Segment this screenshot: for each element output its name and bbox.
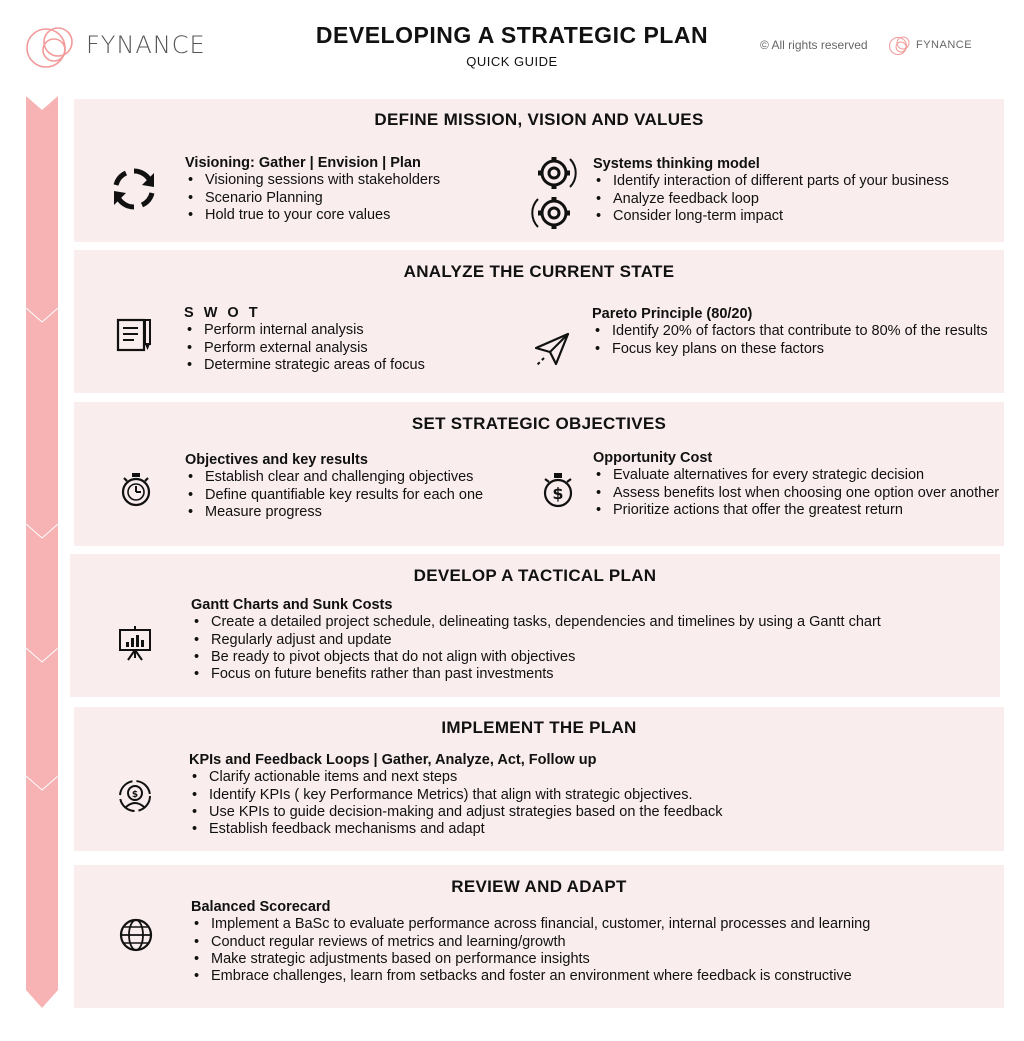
column-heading: Systems thinking model <box>593 156 760 172</box>
section-current-state <box>74 250 1004 393</box>
list-item: • Use KPIs to guide decision-making and adjust strategies based on the feedback <box>189 804 989 821</box>
list-item: • Implement a BaSc to evaluate performance across financial, customer, internal processes and learning <box>191 916 991 933</box>
left-column <box>189 752 989 838</box>
section-implement <box>74 707 1004 851</box>
list-item: • Scenario Planning <box>185 190 525 207</box>
section-title: IMPLEMENT THE PLAN <box>441 718 637 737</box>
small-logo-text: FYNANCE <box>916 39 973 51</box>
flow-arrow-icon <box>26 96 58 1008</box>
paper-plane-icon <box>532 330 572 370</box>
list-item: • Identify KPIs ( key Performance Metrics) that align with strategic objectives. <box>189 787 989 804</box>
column-heading: KPIs and Feedback Loops | Gather, Analyze, Act, Follow up <box>189 752 597 768</box>
list-item: • Define quantifiable key results for each one <box>185 487 525 504</box>
list-item: • Establish feedback mechanisms and adapt <box>189 821 989 838</box>
section-tactical-plan <box>70 554 1000 697</box>
list-item: • Embrace challenges, learn from setbacks and foster an environment where feedback is constructive <box>191 968 991 985</box>
list-item: • Clarify actionable items and next steps <box>189 769 989 786</box>
list-item: • Regularly adjust and update <box>191 632 991 649</box>
presentation-chart-icon <box>118 624 152 662</box>
list-item: • Focus on future benefits rather than past investments <box>191 666 991 683</box>
refresh-cycle-icon <box>110 165 158 213</box>
section-review-adapt <box>74 865 1004 1008</box>
right-column <box>593 450 1003 519</box>
fynance-logo-icon <box>24 20 78 70</box>
list-item: • Hold true to your core values <box>185 207 525 224</box>
logo-text: FYNANCE <box>86 31 206 59</box>
right-column <box>592 306 1002 358</box>
column-heading: Pareto Principle (80/20) <box>592 306 753 322</box>
column-heading: Balanced Scorecard <box>191 899 331 915</box>
column-heading: Objectives and key results <box>185 452 368 468</box>
list-item: • Make strategic adjustments based on performance insights <box>191 951 991 968</box>
list-item: • Determine strategic areas of focus <box>184 357 524 374</box>
svg-text:$: $ <box>552 484 564 503</box>
section-title: ANALYZE THE CURRENT STATE <box>403 262 675 281</box>
right-column <box>593 156 1003 225</box>
section-strategic-objectives <box>74 402 1004 546</box>
column-heading: Opportunity Cost <box>593 450 713 466</box>
list-item: • Identify interaction of different parts of your business <box>593 173 1003 190</box>
section-mission-vision <box>74 99 1004 242</box>
column-heading: Visioning: Gather | Envision | Plan <box>185 155 421 171</box>
list-item: • Measure progress <box>185 504 525 521</box>
list-item: • Consider long-term impact <box>593 208 1003 225</box>
list-item: • Focus key plans on these factors <box>592 341 1002 358</box>
list-item: • Conduct regular reviews of metrics and learning/growth <box>191 934 991 951</box>
section-title: DEVELOP A TACTICAL PLAN <box>413 566 657 585</box>
globe-icon <box>118 917 154 953</box>
list-item: • Prioritize actions that offer the greatest return <box>593 502 1003 519</box>
list-item: • Be ready to pivot objects that do not align with objectives <box>191 649 991 666</box>
list-item: • Evaluate alternatives for every strategic decision <box>593 467 1003 484</box>
list-item: • Create a detailed project schedule, delineating tasks, dependencies and timelines by using a Gantt chart <box>191 614 991 631</box>
money-timer-icon <box>540 470 576 510</box>
gears-icon <box>530 151 578 235</box>
list-item: • Identify 20% of factors that contribute to 80% of the results <box>592 323 1002 340</box>
left-column <box>185 452 525 521</box>
list-item: • Analyze feedback loop <box>593 191 1003 208</box>
column-heading: Gantt Charts and Sunk Costs <box>191 597 393 613</box>
page-subtitle: QUICK GUIDE <box>466 54 558 69</box>
list-item: • Perform external analysis <box>184 340 524 357</box>
stopwatch-icon <box>118 470 154 508</box>
svg-text:$: $ <box>131 790 139 800</box>
page-title: DEVELOPING A STRATEGIC PLAN <box>315 22 709 48</box>
rights-text: © All rights reserved <box>760 38 868 52</box>
brand-logo <box>24 20 206 70</box>
left-column <box>191 597 991 683</box>
list-item: • Visioning sessions with stakeholders <box>185 172 525 189</box>
section-title: DEFINE MISSION, VISION AND VALUES <box>374 110 704 129</box>
left-column <box>184 305 524 374</box>
section-title: REVIEW AND ADAPT <box>451 877 627 896</box>
small-brand-logo <box>888 34 972 56</box>
column-heading: S W O T <box>184 305 261 321</box>
left-column <box>191 899 991 985</box>
list-item: • Perform internal analysis <box>184 322 524 339</box>
section-title: SET STRATEGIC OBJECTIVES <box>411 414 667 433</box>
left-column <box>185 155 525 224</box>
document-pen-icon <box>114 314 154 354</box>
money-cycle-icon <box>118 779 152 813</box>
list-item: • Establish clear and challenging objectives <box>185 469 525 486</box>
fynance-small-logo-icon <box>888 34 912 56</box>
list-item: • Assess benefits lost when choosing one option over another <box>593 485 1003 502</box>
